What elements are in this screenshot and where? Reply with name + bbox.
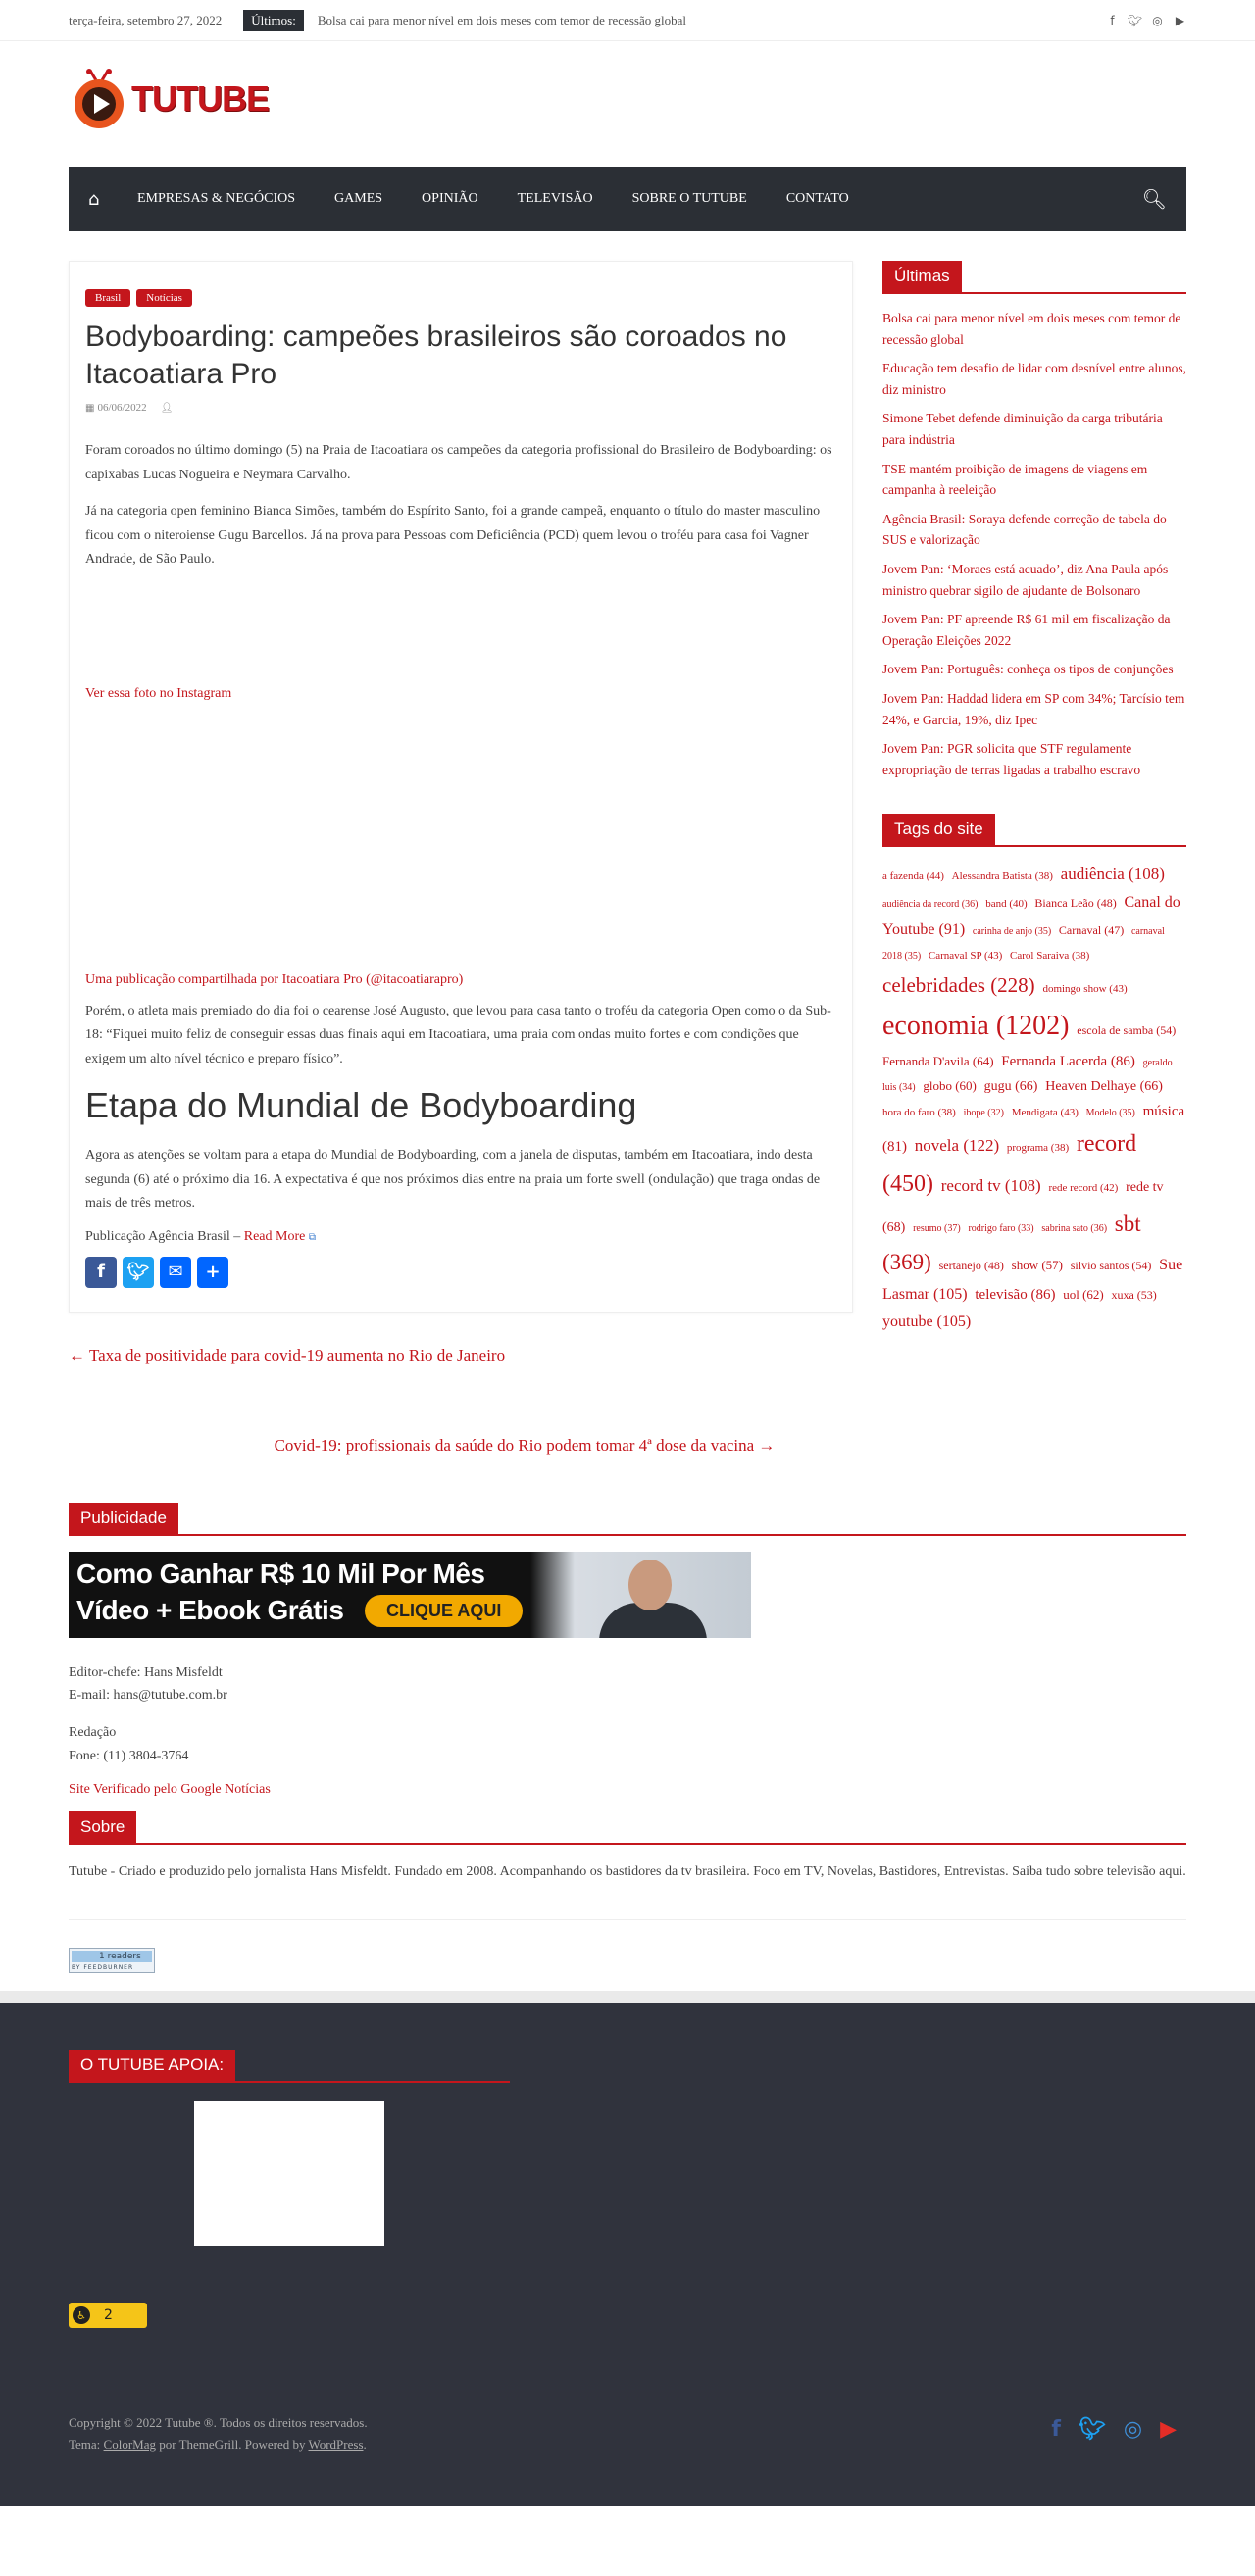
google-news-link[interactable]: Site Verificado pelo Google Notícias bbox=[69, 1781, 271, 1797]
instagram-embed-link[interactable]: Ver essa foto no Instagram bbox=[85, 685, 232, 701]
lower-widgets bbox=[69, 1503, 1186, 1974]
tag-link[interactable]: band (40) bbox=[985, 898, 1028, 911]
email-text: E-mail: hans@tutube.com.br bbox=[69, 1688, 227, 1704]
instagram-icon[interactable]: ◎ bbox=[1123, 2417, 1143, 2443]
article-paragraph: Agora as atenções se voltam para a etapa do Mundial de Bodyboarding, com a janela de disputas, também em Itacoatiara, indo desta segunda (6) até o próximo dia 16. A expectativa é que nos próximos dias entre na praia um forte swell (ondulação) que traga ondas de mais de três metros. bbox=[85, 1148, 821, 1211]
nav-item-empresas[interactable]: EMPRESAS & NEGÓCIOS bbox=[137, 191, 296, 206]
latest-post-link[interactable]: Jovem Pan: Português: conheça os tipos de conjunções bbox=[882, 662, 1174, 677]
tag-link[interactable]: record tv (108) bbox=[940, 1176, 1041, 1196]
colormag-link[interactable]: ColorMag bbox=[103, 2437, 156, 2452]
sidebar bbox=[882, 261, 1186, 1456]
tag-link[interactable]: carnaval 2018 (35) bbox=[882, 925, 1165, 963]
share-facebook-button[interactable]: f bbox=[85, 1257, 117, 1288]
category-badge-brasil[interactable]: Brasil bbox=[85, 289, 130, 307]
latest-post-link[interactable]: Jovem Pan: PGR solicita que STF regulamente expropriação de terras ligadas a trabalho escravo bbox=[882, 741, 1141, 777]
article-meta bbox=[85, 402, 836, 414]
tag-link[interactable]: escola de samba (54) bbox=[1077, 1023, 1177, 1038]
site-header bbox=[69, 41, 1186, 167]
search-icon[interactable]: 🔍︎ bbox=[1141, 187, 1167, 211]
latest-post-link[interactable]: Simone Tebet defende diminuição da carga tributária para indústria bbox=[882, 411, 1163, 447]
tag-link[interactable]: Alessandra Batista (38) bbox=[951, 870, 1053, 883]
previous-post-link[interactable]: ← Taxa de positividade para covid-19 aumenta no Rio de Janeiro bbox=[69, 1345, 506, 1364]
facebook-icon[interactable]: f bbox=[1110, 14, 1115, 27]
tag-link[interactable]: Carnaval SP (43) bbox=[928, 950, 1003, 963]
copyright-text: Copyright © 2022 Tutube ®. Todos os direitos reservados. bbox=[69, 2415, 368, 2430]
latest-post-link[interactable]: Bolsa cai para menor nível em dois meses com temor de recessão global bbox=[882, 311, 1181, 347]
article-paragraph: Foram coroados no último domingo (5) na Praia de Itacoatiara os campeões da categoria profissional do Brasileiro de Bodyboarding: os capixabas Lucas Nogueira e Neymara Carvalho. bbox=[85, 443, 832, 482]
ad-subheadline: Vídeo + Ebook Grátis bbox=[76, 1595, 344, 1626]
main-navigation bbox=[69, 167, 1186, 231]
tag-link[interactable]: rodrigo faro (33) bbox=[968, 1223, 1034, 1235]
tag-link[interactable]: youtube (105) bbox=[882, 1313, 972, 1330]
article-subheading: Etapa do Mundial de Bodyboarding bbox=[85, 1085, 637, 1125]
widget-title-publicidade: Publicidade bbox=[69, 1503, 178, 1536]
instagram-icon[interactable]: ◎ bbox=[1152, 14, 1163, 27]
tag-link[interactable]: record (450) bbox=[882, 1131, 1137, 1198]
read-more-link[interactable]: Read More bbox=[243, 1228, 306, 1244]
youtube-icon[interactable]: ▶ bbox=[1175, 14, 1185, 27]
phone-text: Fone: (11) 3804-3764 bbox=[69, 1748, 189, 1763]
tag-link[interactable]: xuxa (53) bbox=[1111, 1288, 1157, 1303]
tag-link[interactable]: hora do faro (38) bbox=[882, 1106, 956, 1118]
tag-link[interactable]: globo (60) bbox=[923, 1078, 977, 1094]
article bbox=[69, 261, 853, 1313]
divider bbox=[69, 1919, 1186, 1920]
article-paragraph: Já na categoria open feminino Bianca Simões, também do Espírito Santo, foi a grande campeã, enquanto o título do master masculino ficou com o niteroiense Gugu Barcellos. Já na prova para Pessoas com Deficiência (PCD) quem levou o troféu para casa foi Vagner Andrade, de São Paulo. bbox=[85, 504, 821, 567]
nav-item-opiniao[interactable]: OPINIÃO bbox=[422, 191, 478, 206]
badge-count: 2 bbox=[104, 2307, 113, 2324]
site-footer bbox=[0, 2003, 1255, 2506]
tv-logo-icon bbox=[69, 69, 129, 129]
article-categories bbox=[85, 289, 836, 307]
tag-cloud bbox=[882, 861, 1186, 1335]
nav-item-televisao[interactable]: TELEVISÃO bbox=[517, 191, 593, 206]
tag-link[interactable]: resumo (37) bbox=[913, 1223, 961, 1235]
share-buttons bbox=[85, 1257, 836, 1288]
widget-title-apoia: O TUTUBE APOIA: bbox=[69, 2050, 235, 2083]
latest-post-link[interactable]: Educação tem desafio de lidar com desnível entre alunos, diz ministro bbox=[882, 361, 1187, 397]
tag-link[interactable]: rede record (42) bbox=[1048, 1182, 1119, 1195]
tag-link[interactable]: Sue Lasmar (105) bbox=[882, 1257, 1183, 1304]
article-title: Bodyboarding: campeões brasileiros são coroados no Itacoatiara Pro bbox=[85, 321, 787, 390]
external-link-icon: ⧉ bbox=[308, 1231, 316, 1243]
tag-link[interactable]: economia (1202) bbox=[882, 1011, 1070, 1042]
tag-link[interactable]: a fazenda (44) bbox=[882, 870, 944, 883]
tag-link[interactable]: geraldo luis (34) bbox=[882, 1057, 1173, 1094]
tag-link[interactable]: Carnaval (47) bbox=[1058, 922, 1125, 937]
tag-link[interactable]: programa (38) bbox=[1006, 1142, 1070, 1155]
feed-count: 1 bbox=[99, 1952, 105, 1962]
tag-link[interactable]: Carol Saraiva (38) bbox=[1010, 950, 1090, 963]
tag-link[interactable]: Heaven Delhaye (66) bbox=[1045, 1079, 1163, 1095]
tag-link[interactable]: Bianca Leão (48) bbox=[1034, 896, 1117, 911]
ad-cta-button[interactable]: CLIQUE AQUI bbox=[365, 1595, 523, 1627]
top-bar bbox=[0, 0, 1255, 41]
tag-link[interactable]: gugu (66) bbox=[983, 1079, 1038, 1095]
article-date[interactable]: 06/06/2022 bbox=[97, 402, 147, 414]
site-logo[interactable] bbox=[69, 69, 269, 129]
footer-separator bbox=[0, 1991, 1255, 2003]
tag-link[interactable]: sabrina sato (36) bbox=[1041, 1223, 1108, 1235]
latest-post-link[interactable]: TSE mantém proibição de imagens de viagens em campanha à reeleição bbox=[882, 461, 1148, 498]
tag-link[interactable]: audiência (108) bbox=[1060, 865, 1165, 884]
feedburner-badge[interactable] bbox=[69, 1948, 155, 1973]
tag-link[interactable]: televisão (86) bbox=[975, 1287, 1056, 1304]
tag-link[interactable]: celebridades (228) bbox=[882, 972, 1035, 997]
tag-link[interactable]: música (81) bbox=[882, 1103, 1185, 1156]
wordpress-link[interactable]: WordPress bbox=[308, 2437, 364, 2452]
redacao-text: Redação bbox=[69, 1725, 117, 1741]
author-icon[interactable]: 👤︎ bbox=[160, 402, 174, 414]
widget-title-latest: Últimas bbox=[882, 261, 962, 294]
home-icon[interactable]: ⌂ bbox=[88, 188, 100, 210]
tag-link[interactable]: rede tv (68) bbox=[882, 1180, 1164, 1236]
tag-link[interactable]: sbt (369) bbox=[882, 1212, 1141, 1275]
tag-link[interactable]: domingo show (43) bbox=[1042, 982, 1128, 995]
twitter-icon[interactable]: 🐦︎ bbox=[1127, 14, 1143, 27]
tag-link[interactable]: ibope (32) bbox=[963, 1107, 1004, 1118]
nav-item-games[interactable]: GAMES bbox=[334, 191, 383, 206]
tag-link[interactable]: Fernanda Lacerda (86) bbox=[1001, 1053, 1135, 1069]
calendar-icon: ▦ bbox=[85, 403, 95, 414]
site-logo-text: TUTUBE bbox=[131, 78, 269, 119]
contact-info bbox=[69, 1661, 1186, 1798]
nav-item-sobre[interactable]: SOBRE O TUTUBE bbox=[631, 191, 747, 206]
ad-photo bbox=[530, 1552, 751, 1638]
feed-by: BY FEEDBURNER bbox=[72, 1964, 134, 1972]
ad-headline: Como Ganhar R$ 10 Mil Por Mês bbox=[76, 1558, 485, 1589]
feed-label: readers bbox=[107, 1952, 141, 1962]
top-social-links bbox=[1106, 15, 1186, 27]
tag-link[interactable]: sertanejo (48) bbox=[938, 1259, 1004, 1273]
counter-badge[interactable] bbox=[69, 2303, 147, 2328]
tag-link[interactable]: Fernanda D'avila (64) bbox=[882, 1053, 994, 1068]
about-text: Tutube - Criado e produzido pelo jornalista Hans Misfeldt. Fundado em 2008. Acompanhando os bastidores da tv brasileira. Foco em TV, Novelas, Bastidores, Entrevistas. Saiba tudo sobre televisão aqui. bbox=[69, 1863, 1186, 1879]
support-image[interactable] bbox=[194, 2101, 384, 2246]
widget-title-tags: Tags do site bbox=[882, 814, 995, 847]
latest-label: Últimos: bbox=[243, 10, 304, 31]
latest-post-link[interactable]: Agência Brasil: Soraya defende correção de tabela do SUS e valorização bbox=[882, 511, 1167, 548]
latest-ticker-link[interactable]: Bolsa cai para menor nível em dois meses com temor de recessão global bbox=[317, 13, 686, 27]
facebook-icon[interactable]: f bbox=[1051, 2417, 1061, 2443]
tag-link[interactable]: carinha de anjo (35) bbox=[972, 925, 1052, 937]
article-paragraph: Porém, o atleta mais premiado do dia foi o cearense José Augusto, que levou para casa tanto o troféu da categoria Open como o da Sub-18: “Fiquei muito feliz de conseguir essas duas finais aqui em Itacoatiara, uma praia com ondas muito fortes e com condições que exigem um alto nível técnico e preparo físico”. bbox=[85, 1003, 831, 1066]
next-post-link[interactable]: Covid-19: profissionais da saúde do Rio podem tomar 4ª dose da vacina → bbox=[274, 1435, 776, 1455]
latest-posts-list bbox=[882, 308, 1186, 780]
tag-link[interactable]: Mendigata (43) bbox=[1011, 1106, 1079, 1118]
share-email-button[interactable]: ✉ bbox=[160, 1257, 191, 1288]
category-badge-noticias[interactable]: Notícias bbox=[136, 289, 192, 307]
instagram-embed-credit[interactable]: Uma publicação compartilhada por Itacoatiara Pro (@itacoatiarapro) bbox=[85, 971, 464, 987]
tag-link[interactable]: Modelo (35) bbox=[1085, 1107, 1135, 1118]
content-column bbox=[69, 261, 853, 1456]
about-section bbox=[69, 1860, 1186, 1885]
tags-widget bbox=[882, 814, 1186, 1335]
post-navigation bbox=[69, 1346, 853, 1456]
copyright: Copyright © 2022 Tutube ®. Todos os direitos reservados. Tema: ColorMag por ThemeGrill. Powered by WordPress. bbox=[69, 2412, 368, 2455]
latest-post-link[interactable]: Jovem Pan: ‘Moraes está acuado’, diz Ana Paula após ministro quebrar sigilo de ajudante de Bolsonaro bbox=[882, 561, 1169, 598]
latest-post-link[interactable]: Jovem Pan: Haddad lidera em SP com 34%; Tarcísio tem 24%, e Garcia, 19%, diz Ipec bbox=[882, 690, 1185, 727]
youtube-icon[interactable]: ▶ bbox=[1160, 2417, 1177, 2443]
tag-link[interactable]: uol (62) bbox=[1063, 1287, 1104, 1303]
tag-link[interactable]: Canal do Youtube (91) bbox=[882, 894, 1180, 938]
tag-link[interactable]: silvio santos (54) bbox=[1070, 1259, 1152, 1273]
twitter-icon[interactable]: 🐦︎ bbox=[1078, 2417, 1106, 2443]
footer-social-links bbox=[1051, 2417, 1177, 2442]
share-more-button[interactable]: + bbox=[197, 1257, 228, 1288]
latest-post-link[interactable]: Jovem Pan: PF apreende R$ 61 mil em fiscalização da Operação Eleições 2022 bbox=[882, 612, 1171, 648]
tag-link[interactable]: show (57) bbox=[1011, 1258, 1063, 1273]
tag-link[interactable]: novela (122) bbox=[914, 1136, 1000, 1156]
current-date: terça-feira, setembro 27, 2022 bbox=[69, 13, 223, 27]
latest-widget bbox=[882, 261, 1186, 780]
ad-banner[interactable] bbox=[69, 1552, 751, 1638]
tag-link[interactable]: audiência da record (36) bbox=[882, 899, 979, 911]
accessibility-icon: ♿︎ bbox=[73, 2306, 90, 2324]
widget-title-sobre: Sobre bbox=[69, 1811, 136, 1845]
article-source: Publicação Agência Brasil – Read More ⧉ bbox=[85, 1228, 316, 1244]
share-twitter-button[interactable]: 🐦︎ bbox=[123, 1257, 154, 1288]
nav-item-contato[interactable]: CONTATO bbox=[785, 191, 849, 206]
editor-text: Editor-chefe: Hans Misfeldt bbox=[69, 1664, 223, 1680]
main-area bbox=[69, 261, 1186, 1456]
